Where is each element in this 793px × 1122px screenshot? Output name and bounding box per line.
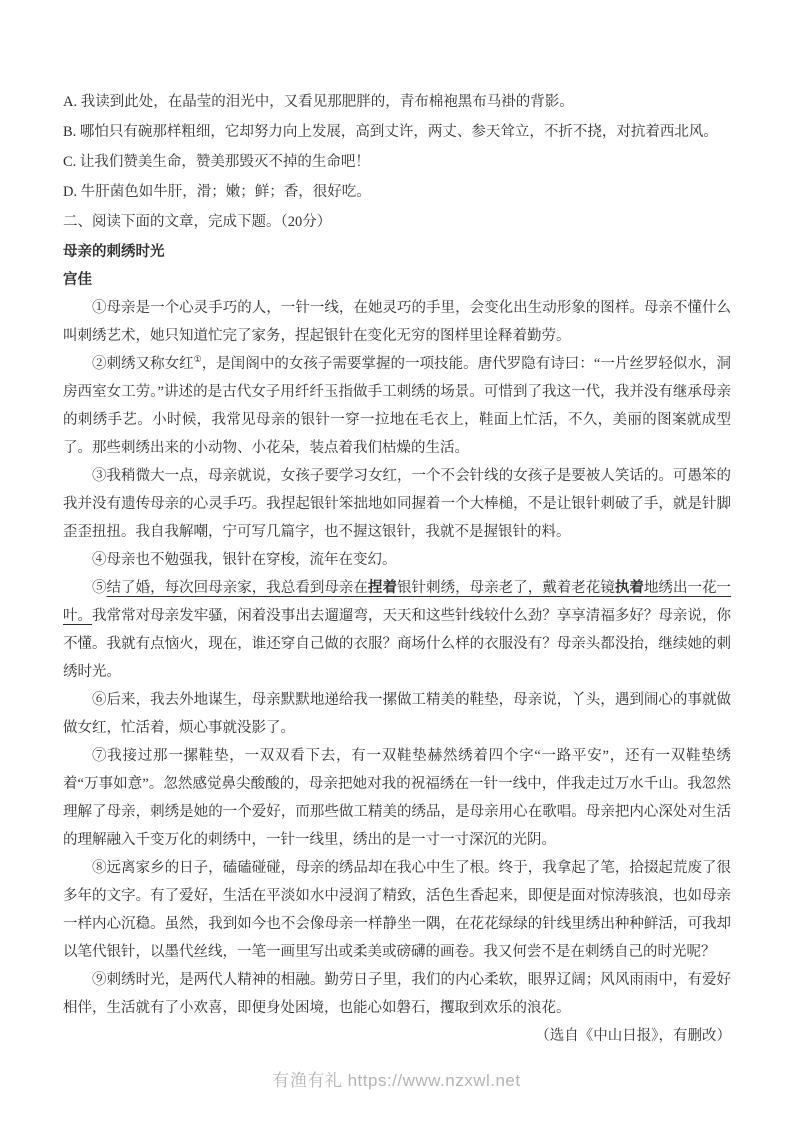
article-paragraph-6 [63,686,731,742]
option-d: D. 牛肝菌色如牛肝，滑；嫩；鲜；香，很好吃。 [63,184,371,200]
footnote-marker: ① [193,354,202,365]
article-paragraph-8 [63,854,731,966]
article-paragraph-1 [63,294,731,350]
choice-options [63,88,731,206]
text-segment: 银针刺绣，母亲老了，戴着老花镜 [397,580,615,596]
text-segment: 地绣出一花一叶。 [63,580,732,624]
article-paragraph-3 [63,462,731,546]
article-author: 宫佳 [63,272,92,288]
article-paragraph-7 [63,742,731,854]
text-segment: 执着 [614,580,644,596]
text-segment: ④母亲也不勉强我，银针在穿梭，流年在变幻。 [92,552,397,568]
text-segment: ⑥后来，我去外地谋生，母亲默默地递给我一摞做工精美的鞋垫，母亲说，丫头，遇到闹心的事就做做女红，忙活着，烦心事就没影了。 [63,692,731,736]
text-segment: ③我稍微大一点，母亲就说，女孩子要学习女红，一个不会针线的女孩子是要被人笑话的。可愚笨的我并没有遗传母亲的心灵手巧。我捏起银针笨拙地如同握着一个大棒槌，不是让银针刺破了手，就是针脚歪歪扭扭。我自我解嘲，宁可写几篇字，也不握这银针，我就不是握银针的料。 [63,468,731,540]
article-paragraph-2 [63,350,731,462]
option-b: B. 哪怕只有碗那样粗细，它却努力向上发展，高到丈许，两丈、参天耸立，不折不挠，对抗着西北风。 [63,124,718,140]
article-paragraph-5 [63,574,731,686]
option-c: C. 让我们赞美生命，赞美那毁灭不掉的生命吧！ [63,154,370,170]
footer-watermark: 有渔有礼 https://www.nzxwl.net [272,1071,521,1090]
text-segment: 结了婚，每次回母亲家，我总看到母亲在 [106,580,368,596]
article-paragraph-9 [63,966,731,1022]
text-segment: 我常常对母亲发牢骚，闲着没事出去遛遛弯，天天和这些针线较什么劲？享享清福多好？母亲说，你不懂。我就有点恼火，现在，谁还穿自己做的衣服？商场什么样的衣服没有？母亲头都没抬，继续她的刺绣时光。 [63,608,731,680]
source-attribution: （选自《中山日报》，有删改） [535,1028,731,1044]
text-segment: ⑤ [92,580,107,596]
option-a: A. 我读到此处，在晶莹的泪光中，又看见那肥胖的，青布棉袍黑布马褂的背影。 [63,94,574,110]
section-heading: 二、阅读下面的文章，完成下题。（20分） [63,214,332,230]
text-segment: ⑧远离家乡的日子，磕磕碰碰，母亲的绣品却在我心中生了根。终于，我拿起了笔，拾掇起荒废了很多年的文字。有了爱好，生活在平淡如水中浸润了精致，活色生香起来，即便是面对惊涛骇浪，也如母亲一样内心沉稳。虽然，我到如今也不会像母亲一样静坐一隅，在花花绿绿的针线里绣出种种鲜活，可我却以笔代银针，以墨代丝线，一笔一画里写出或柔美或磅礴的画卷。我又何尝不是在刺绣自己的时光呢？ [63,860,731,960]
text-segment: ⑨刺绣时光，是两代人精神的相融。勤劳日子里，我们的内心柔软，眼界辽阔；风风雨雨中，有爱好相伴，生活就有了小欢喜，即便身处困境，也能心如磐石，攫取到欢乐的浪花。 [63,972,731,1016]
text-segment: ，是闺阁中的女孩子需要掌握的一项技能。唐代罗隐有诗曰：“一片丝罗轻似水，洞房西室女工劳。”讲述的是古代女子用纤纤玉指做手工刺绣的场景。可惜到了我这一代，我并没有继承母亲的刺绣手艺。小时候，我常见母亲的银针一穿一拉地在毛衣上，鞋面上忙活，不久，美丽的图案就成型了。那些刺绣出来的小动物、小花朵，装点着我们枯燥的生活。 [63,356,731,456]
article-paragraph-4 [63,546,731,574]
text-segment: 捏着 [367,580,397,596]
text-segment: ①母亲是一个心灵手巧的人，一针一线，在她灵巧的手里，会变化出生动形象的图样。母亲不懂什么叫刺绣艺术，她只知道忙完了家务，捏起银针在变化无穷的图样里诠释着勤劳。 [63,300,731,344]
text-segment: ②刺绣又称女红 [92,356,194,372]
text-segment: ⑦我接过那一摞鞋垫，一双双看下去，有一双鞋垫赫然绣着四个字“一路平安”，还有一双鞋垫绣着“万事如意”。忽然感觉鼻尖酸酸的，母亲把她对我的祝福绣在一针一线中，伴我走过万水千山。我忽然理解了母亲，刺绣是她的一个爱好，而那些做工精美的绣品，是母亲用心在歌唱。母亲把内心深处对生活的理解融入千变万化的刺绣中，一针一线里，绣出的是一寸一寸深沉的光阴。 [63,748,731,848]
article-body [63,294,731,1022]
article-title: 母亲的刺绣时光 [63,244,165,260]
